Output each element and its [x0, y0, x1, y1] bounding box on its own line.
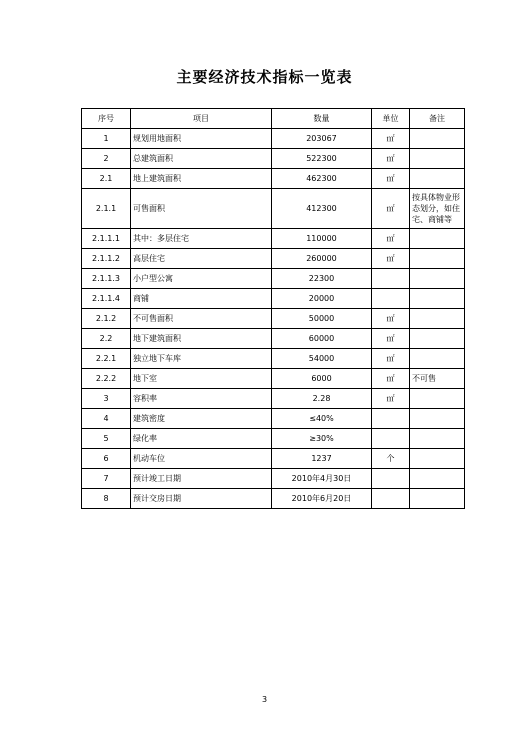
cell-item: 绿化率: [131, 429, 272, 449]
cell-qty: 2.28: [272, 389, 372, 409]
table-row: [82, 229, 465, 249]
cell-qty: 462300: [272, 169, 372, 189]
cell-note: [410, 429, 465, 449]
cell-qty: 20000: [272, 289, 372, 309]
header-note: 备注: [410, 109, 465, 129]
cell-item: 地下室: [131, 369, 272, 389]
cell-item: 可售面积: [131, 189, 272, 229]
table-row: [82, 369, 465, 389]
cell-no: 2.2.2: [82, 369, 131, 389]
table-row: [82, 469, 465, 489]
cell-item: 预计竣工日期: [131, 469, 272, 489]
table-row: [82, 449, 465, 469]
cell-no: 2.1: [82, 169, 131, 189]
header-qty: 数量: [272, 109, 372, 129]
cell-unit: ㎡: [372, 129, 410, 149]
cell-qty: 1237: [272, 449, 372, 469]
cell-note: [410, 349, 465, 369]
cell-item: 地下建筑面积: [131, 329, 272, 349]
table-row: [82, 249, 465, 269]
header-no: 序号: [82, 109, 131, 129]
cell-unit: ㎡: [372, 349, 410, 369]
cell-unit: ㎡: [372, 189, 410, 229]
cell-note: 按具体物业形态划分，如住宅、商铺等: [410, 189, 465, 229]
cell-no: 2.1.1.3: [82, 269, 131, 289]
cell-note: [410, 309, 465, 329]
cell-no: 2.2: [82, 329, 131, 349]
cell-qty: ≤40%: [272, 409, 372, 429]
cell-note: [410, 149, 465, 169]
cell-note: [410, 269, 465, 289]
cell-unit: ㎡: [372, 329, 410, 349]
cell-qty: ≥30%: [272, 429, 372, 449]
cell-item: 商铺: [131, 289, 272, 309]
table-row: [82, 129, 465, 149]
cell-no: 1: [82, 129, 131, 149]
cell-no: 6: [82, 449, 131, 469]
cell-no: 2.1.1: [82, 189, 131, 229]
cell-item: 容积率: [131, 389, 272, 409]
table-row: [82, 309, 465, 329]
indicator-table: [81, 108, 465, 509]
cell-item: 不可售面积: [131, 309, 272, 329]
cell-no: 2.1.1.4: [82, 289, 131, 309]
cell-item: 建筑密度: [131, 409, 272, 429]
cell-note: [410, 489, 465, 509]
cell-qty: 2010年4月30日: [272, 469, 372, 489]
table-row: [82, 349, 465, 369]
cell-unit: 个: [372, 449, 410, 469]
header-item: 项目: [131, 109, 272, 129]
cell-item: 独立地下车库: [131, 349, 272, 369]
cell-item: 小户型公寓: [131, 269, 272, 289]
cell-unit: ㎡: [372, 169, 410, 189]
table-row: [82, 389, 465, 409]
cell-qty: 50000: [272, 309, 372, 329]
cell-unit: ㎡: [372, 389, 410, 409]
table-row: [82, 169, 465, 189]
cell-no: 2: [82, 149, 131, 169]
cell-note: [410, 449, 465, 469]
cell-qty: 60000: [272, 329, 372, 349]
cell-unit: [372, 269, 410, 289]
cell-unit: ㎡: [372, 309, 410, 329]
cell-unit: ㎡: [372, 229, 410, 249]
cell-item: 高层住宅: [131, 249, 272, 269]
cell-unit: [372, 289, 410, 309]
table-row: [82, 269, 465, 289]
table-row: [82, 189, 465, 229]
cell-no: 2.2.1: [82, 349, 131, 369]
cell-unit: [372, 429, 410, 449]
cell-note: [410, 389, 465, 409]
cell-unit: ㎡: [372, 249, 410, 269]
cell-qty: 54000: [272, 349, 372, 369]
cell-note: [410, 289, 465, 309]
cell-qty: 522300: [272, 149, 372, 169]
table-row: [82, 289, 465, 309]
cell-item: 地上建筑面积: [131, 169, 272, 189]
table-row: [82, 329, 465, 349]
cell-unit: [372, 489, 410, 509]
cell-no: 4: [82, 409, 131, 429]
cell-unit: [372, 469, 410, 489]
table-row: [82, 429, 465, 449]
page-title: 主要经济技术指标一览表: [176, 68, 353, 86]
cell-item: 机动车位: [131, 449, 272, 469]
cell-qty: 110000: [272, 229, 372, 249]
cell-note: [410, 229, 465, 249]
cell-note: [410, 409, 465, 429]
cell-note: [410, 469, 465, 489]
cell-note: [410, 329, 465, 349]
cell-item: 预计交房日期: [131, 489, 272, 509]
cell-note: [410, 169, 465, 189]
cell-unit: ㎡: [372, 369, 410, 389]
cell-unit: ㎡: [372, 149, 410, 169]
table-row: [82, 489, 465, 509]
cell-no: 2.1.1.1: [82, 229, 131, 249]
cell-no: 5: [82, 429, 131, 449]
cell-note: 不可售: [410, 369, 465, 389]
cell-note: [410, 129, 465, 149]
cell-item: 其中：多层住宅: [131, 229, 272, 249]
cell-qty: 22300: [272, 269, 372, 289]
cell-qty: 260000: [272, 249, 372, 269]
table-header-row: [82, 109, 465, 129]
cell-no: 3: [82, 389, 131, 409]
cell-item: 总建筑面积: [131, 149, 272, 169]
cell-note: [410, 249, 465, 269]
cell-no: 2.1.1.2: [82, 249, 131, 269]
cell-qty: 203067: [272, 129, 372, 149]
page-number: 3: [261, 695, 268, 704]
table-row: [82, 409, 465, 429]
cell-qty: 412300: [272, 189, 372, 229]
cell-no: 8: [82, 489, 131, 509]
cell-unit: [372, 409, 410, 429]
table-row: [82, 149, 465, 169]
cell-item: 规划用地面积: [131, 129, 272, 149]
cell-no: 7: [82, 469, 131, 489]
cell-no: 2.1.2: [82, 309, 131, 329]
header-unit: 单位: [372, 109, 410, 129]
cell-qty: 6000: [272, 369, 372, 389]
cell-qty: 2010年6月20日: [272, 489, 372, 509]
